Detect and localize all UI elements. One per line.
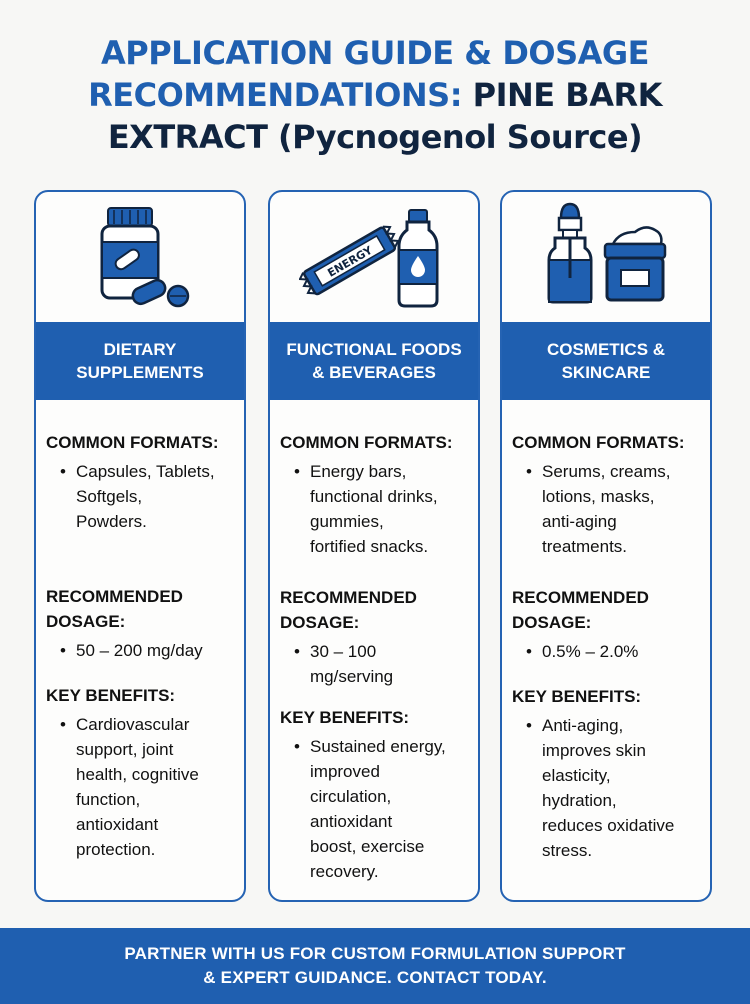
text-line: protection. bbox=[76, 840, 156, 859]
text-line: Capsules, Tablets, bbox=[76, 462, 215, 481]
list-item bbox=[300, 459, 472, 559]
heading-line: RECOMMENDED bbox=[512, 588, 649, 607]
section-heading-dosage bbox=[46, 584, 238, 634]
text-line: recovery. bbox=[310, 862, 379, 881]
heading-line: KEY BENEFITS: bbox=[512, 687, 642, 706]
text-line: stress. bbox=[542, 841, 593, 860]
category-label-line: COSMETICS & bbox=[546, 340, 666, 359]
heading-line: RECOMMENDED bbox=[46, 587, 183, 606]
list-item bbox=[532, 713, 704, 863]
bullet-list bbox=[46, 638, 238, 663]
category-label-line: SUPPLEMENTS bbox=[76, 363, 204, 382]
category-band bbox=[500, 322, 712, 400]
section-heading-common-formats bbox=[280, 430, 472, 455]
text-line: Softgels, bbox=[76, 487, 143, 506]
text-line: Energy bars, bbox=[310, 462, 407, 481]
bullet-list bbox=[512, 459, 704, 559]
card-cosmetics-skincare bbox=[500, 190, 712, 902]
text-line: function, bbox=[76, 790, 141, 809]
page-title bbox=[20, 32, 730, 158]
heading-line: KEY BENEFITS: bbox=[46, 686, 176, 705]
card-functional-foods bbox=[268, 190, 480, 902]
text-line: 50 – 200 mg/day bbox=[76, 641, 203, 660]
title-line-2b: PINE BARK bbox=[472, 76, 662, 114]
text-line: improved bbox=[310, 762, 380, 781]
heading-line: COMMON FORMATS: bbox=[46, 433, 219, 452]
text-line: lotions, masks, bbox=[542, 487, 655, 506]
contact-banner bbox=[0, 928, 750, 1004]
dropper-cream-jar-icon bbox=[541, 200, 671, 310]
text-line: support, joint bbox=[76, 740, 174, 759]
title-line-2a: RECOMMENDATIONS: bbox=[88, 76, 473, 114]
energy-bar-drink-icon bbox=[299, 200, 449, 310]
list-item bbox=[300, 734, 472, 884]
category-label-line: DIETARY bbox=[103, 340, 177, 359]
bullet-list bbox=[280, 639, 472, 689]
bullet-list bbox=[280, 459, 472, 559]
card-content bbox=[280, 430, 472, 884]
heading-line: KEY BENEFITS: bbox=[280, 708, 410, 727]
section-heading-common-formats bbox=[46, 430, 238, 455]
text-line: hydration, bbox=[542, 791, 617, 810]
category-label-line: FUNCTIONAL FOODS bbox=[286, 340, 462, 359]
section-heading-common-formats bbox=[512, 430, 704, 455]
bullet-list bbox=[46, 459, 238, 534]
card-content bbox=[46, 430, 238, 862]
section-heading-dosage bbox=[512, 585, 704, 635]
category-band bbox=[34, 322, 246, 400]
card-content bbox=[512, 430, 704, 863]
text-line: Cardiovascular bbox=[76, 715, 190, 734]
title-line-1: APPLICATION GUIDE & DOSAGE bbox=[100, 34, 650, 72]
list-item bbox=[66, 638, 238, 663]
text-line: antioxidant bbox=[310, 812, 393, 831]
bullet-list bbox=[280, 734, 472, 884]
text-line: anti-aging bbox=[542, 512, 617, 531]
text-line: Powders. bbox=[76, 512, 147, 531]
text-line: gummies, bbox=[310, 512, 384, 531]
banner-line: & EXPERT GUIDANCE. CONTACT TODAY. bbox=[203, 968, 547, 987]
text-line: Anti-aging, bbox=[542, 716, 624, 735]
category-label-line: SKINCARE bbox=[561, 363, 651, 382]
text-line: 30 – 100 bbox=[310, 642, 377, 661]
text-line: functional drinks, bbox=[310, 487, 438, 506]
text-line: improves skin bbox=[542, 741, 646, 760]
section-heading-dosage bbox=[280, 585, 472, 635]
section-heading-key-benefits bbox=[280, 705, 472, 730]
list-item bbox=[532, 459, 704, 559]
text-line: health, cognitive bbox=[76, 765, 199, 784]
list-item bbox=[66, 712, 238, 862]
text-line: reduces oxidative bbox=[542, 816, 675, 835]
list-item bbox=[532, 639, 704, 664]
title-line-3: EXTRACT (Pycnogenol Source) bbox=[107, 118, 643, 156]
bullet-list bbox=[46, 712, 238, 862]
heading-line: DOSAGE: bbox=[280, 613, 360, 632]
section-heading-key-benefits bbox=[512, 684, 704, 709]
text-line: elasticity, bbox=[542, 766, 611, 785]
heading-line: COMMON FORMATS: bbox=[512, 433, 685, 452]
text-line: boost, exercise bbox=[310, 837, 425, 856]
section-heading-key-benefits bbox=[46, 683, 238, 708]
category-band bbox=[268, 322, 480, 400]
text-line: fortified snacks. bbox=[310, 537, 429, 556]
bullet-list bbox=[512, 639, 704, 664]
heading-line: RECOMMENDED bbox=[280, 588, 417, 607]
text-line: antioxidant bbox=[76, 815, 159, 834]
heading-line: DOSAGE: bbox=[46, 612, 126, 631]
text-line: circulation, bbox=[310, 787, 392, 806]
list-item bbox=[300, 639, 472, 689]
banner-line: PARTNER WITH US FOR CUSTOM FORMULATION SUPPORT bbox=[124, 944, 626, 963]
supplement-bottle-pills-icon bbox=[80, 200, 200, 310]
heading-line: COMMON FORMATS: bbox=[280, 433, 453, 452]
text-line: Sustained energy, bbox=[310, 737, 446, 756]
text-line: treatments. bbox=[542, 537, 628, 556]
list-item bbox=[66, 459, 238, 534]
text-line: Serums, creams, bbox=[542, 462, 671, 481]
card-dietary-supplements bbox=[34, 190, 246, 902]
bullet-list bbox=[512, 713, 704, 863]
heading-line: DOSAGE: bbox=[512, 613, 592, 632]
text-line: 0.5% – 2.0% bbox=[542, 642, 639, 661]
category-label-line: & BEVERAGES bbox=[312, 363, 436, 382]
text-line: mg/serving bbox=[310, 667, 394, 686]
energy-bar-label: ENERGY bbox=[325, 243, 375, 280]
